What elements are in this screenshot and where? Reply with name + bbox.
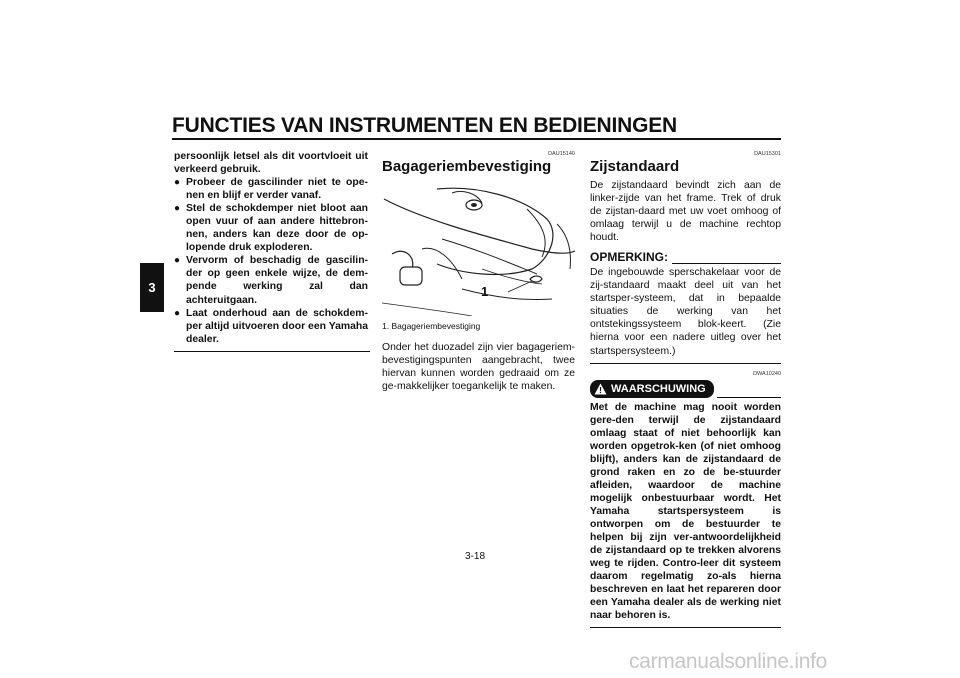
warning-badge	[590, 380, 714, 398]
rear-seat-illustration	[382, 179, 575, 316]
luggage-strap-body: Onder het duozadel zijn vier bagageriem-bevestigingspunten aangebracht, twee hiervan kunnen worden gedraaid om ze ge-makkelijker toegankelijk te maken.	[382, 342, 575, 393]
bullet-icon: ●	[174, 255, 181, 267]
page-number: 3-18	[465, 551, 486, 562]
bullet-text: Probeer de gascilinder niet te ope-nen en blijf er verder vanaf.	[186, 177, 368, 202]
bullet-item	[174, 176, 368, 202]
warning-continuation: persoonlijk letsel als dit voortvloeit uit verkeerd gebruik.	[174, 151, 368, 176]
bullet-icon: ●	[174, 177, 181, 189]
figure-caption: 1. Bagageriembevestiging	[382, 321, 481, 331]
warning-code: DWA10240	[753, 370, 781, 377]
warning-header	[590, 380, 781, 398]
chapter-tab: 3	[140, 263, 164, 312]
note-body: De ingebouwde sperschakelaar voor de zij-standaard maakt deel uit van het startsper-systeem, dat in bepaalde situaties de werking van het ontstekingssysteem blok-keert. (Zie hierna voor een nadere uitleg over het startspersysteem.)	[590, 267, 781, 357]
section-code: DAU15301	[754, 151, 781, 157]
section-heading-luggage-strap: Bagageriembevestiging	[382, 158, 552, 175]
section-code: DAU15140	[548, 151, 575, 157]
bullet-text: Stel de schokdemper niet bloot aan open vuur of aan andere hittebron-nen, anders kan deze door de op-lopende druk exploderen.	[186, 203, 368, 254]
column-left	[174, 150, 368, 352]
section-end-rule	[174, 351, 370, 352]
bullet-text: Vervorm of beschadig de gascilin-der op geen enkele wijze, de dem-pende werking zal dan achteruitgaan.	[186, 255, 368, 306]
title-rule	[172, 138, 781, 140]
bullet-icon: ●	[174, 307, 181, 319]
warning-bullet-list	[174, 176, 368, 346]
bullet-item	[174, 254, 368, 306]
bullet-text: Laat onderhoud aan de schokdem-per altijd uitvoeren door een Yamaha dealer.	[186, 307, 368, 345]
note-header	[590, 250, 781, 264]
column-right	[590, 150, 781, 628]
section-heading-sidestand: Zijstandaard	[590, 158, 680, 175]
page-title: FUNCTIES VAN INSTRUMENTEN EN BEDIENINGEN	[172, 114, 677, 137]
column-middle	[382, 150, 575, 393]
note-end-rule	[590, 363, 781, 364]
figure-callout-1: 1	[481, 284, 489, 299]
watermark: carmanualsonline.info	[629, 650, 827, 673]
bullet-item	[174, 202, 368, 254]
bullet-icon: ●	[174, 203, 181, 215]
luggage-strap-figure	[382, 179, 575, 316]
warning-rule	[717, 395, 781, 398]
warning-end-rule	[590, 627, 781, 628]
sidestand-body: De zijstandaard bevindt zich aan de linker-zijde van het frame. Trek of druk de zijstan-daard met uw voet omhoog of omlaag terwijl u de machine rechtop houdt.	[590, 180, 781, 244]
note-rule	[672, 253, 781, 264]
note-label: OPMERKING:	[590, 250, 668, 265]
warning-triangle-icon	[594, 383, 607, 395]
warning-body: Met de machine mag nooit worden gere-den terwijl de zijstandaard omlaag staat of niet behoorlijk kan worden opgetrok-ken (of niet omhoog blijft), anders kan de zijstandaard de grond raken en zo de be-stuurder afleiden, waardoor de machine mogelijk onbestuurbaar wordt. Het Yamaha startspersysteem is ontworpen om de bestuurder te helpen bij zijn ver-antwoordelijkheid de zijstandaard op te trekken alvorens weg te rijden. Contro-leer dit systeem daarom regelmatig zo-als hierna beschreven en laat het repareren door een Yamaha dealer als de werking niet naar behoren is.	[590, 401, 781, 622]
bullet-item	[174, 307, 368, 346]
warning-label: WAARSCHUWING	[611, 382, 706, 395]
